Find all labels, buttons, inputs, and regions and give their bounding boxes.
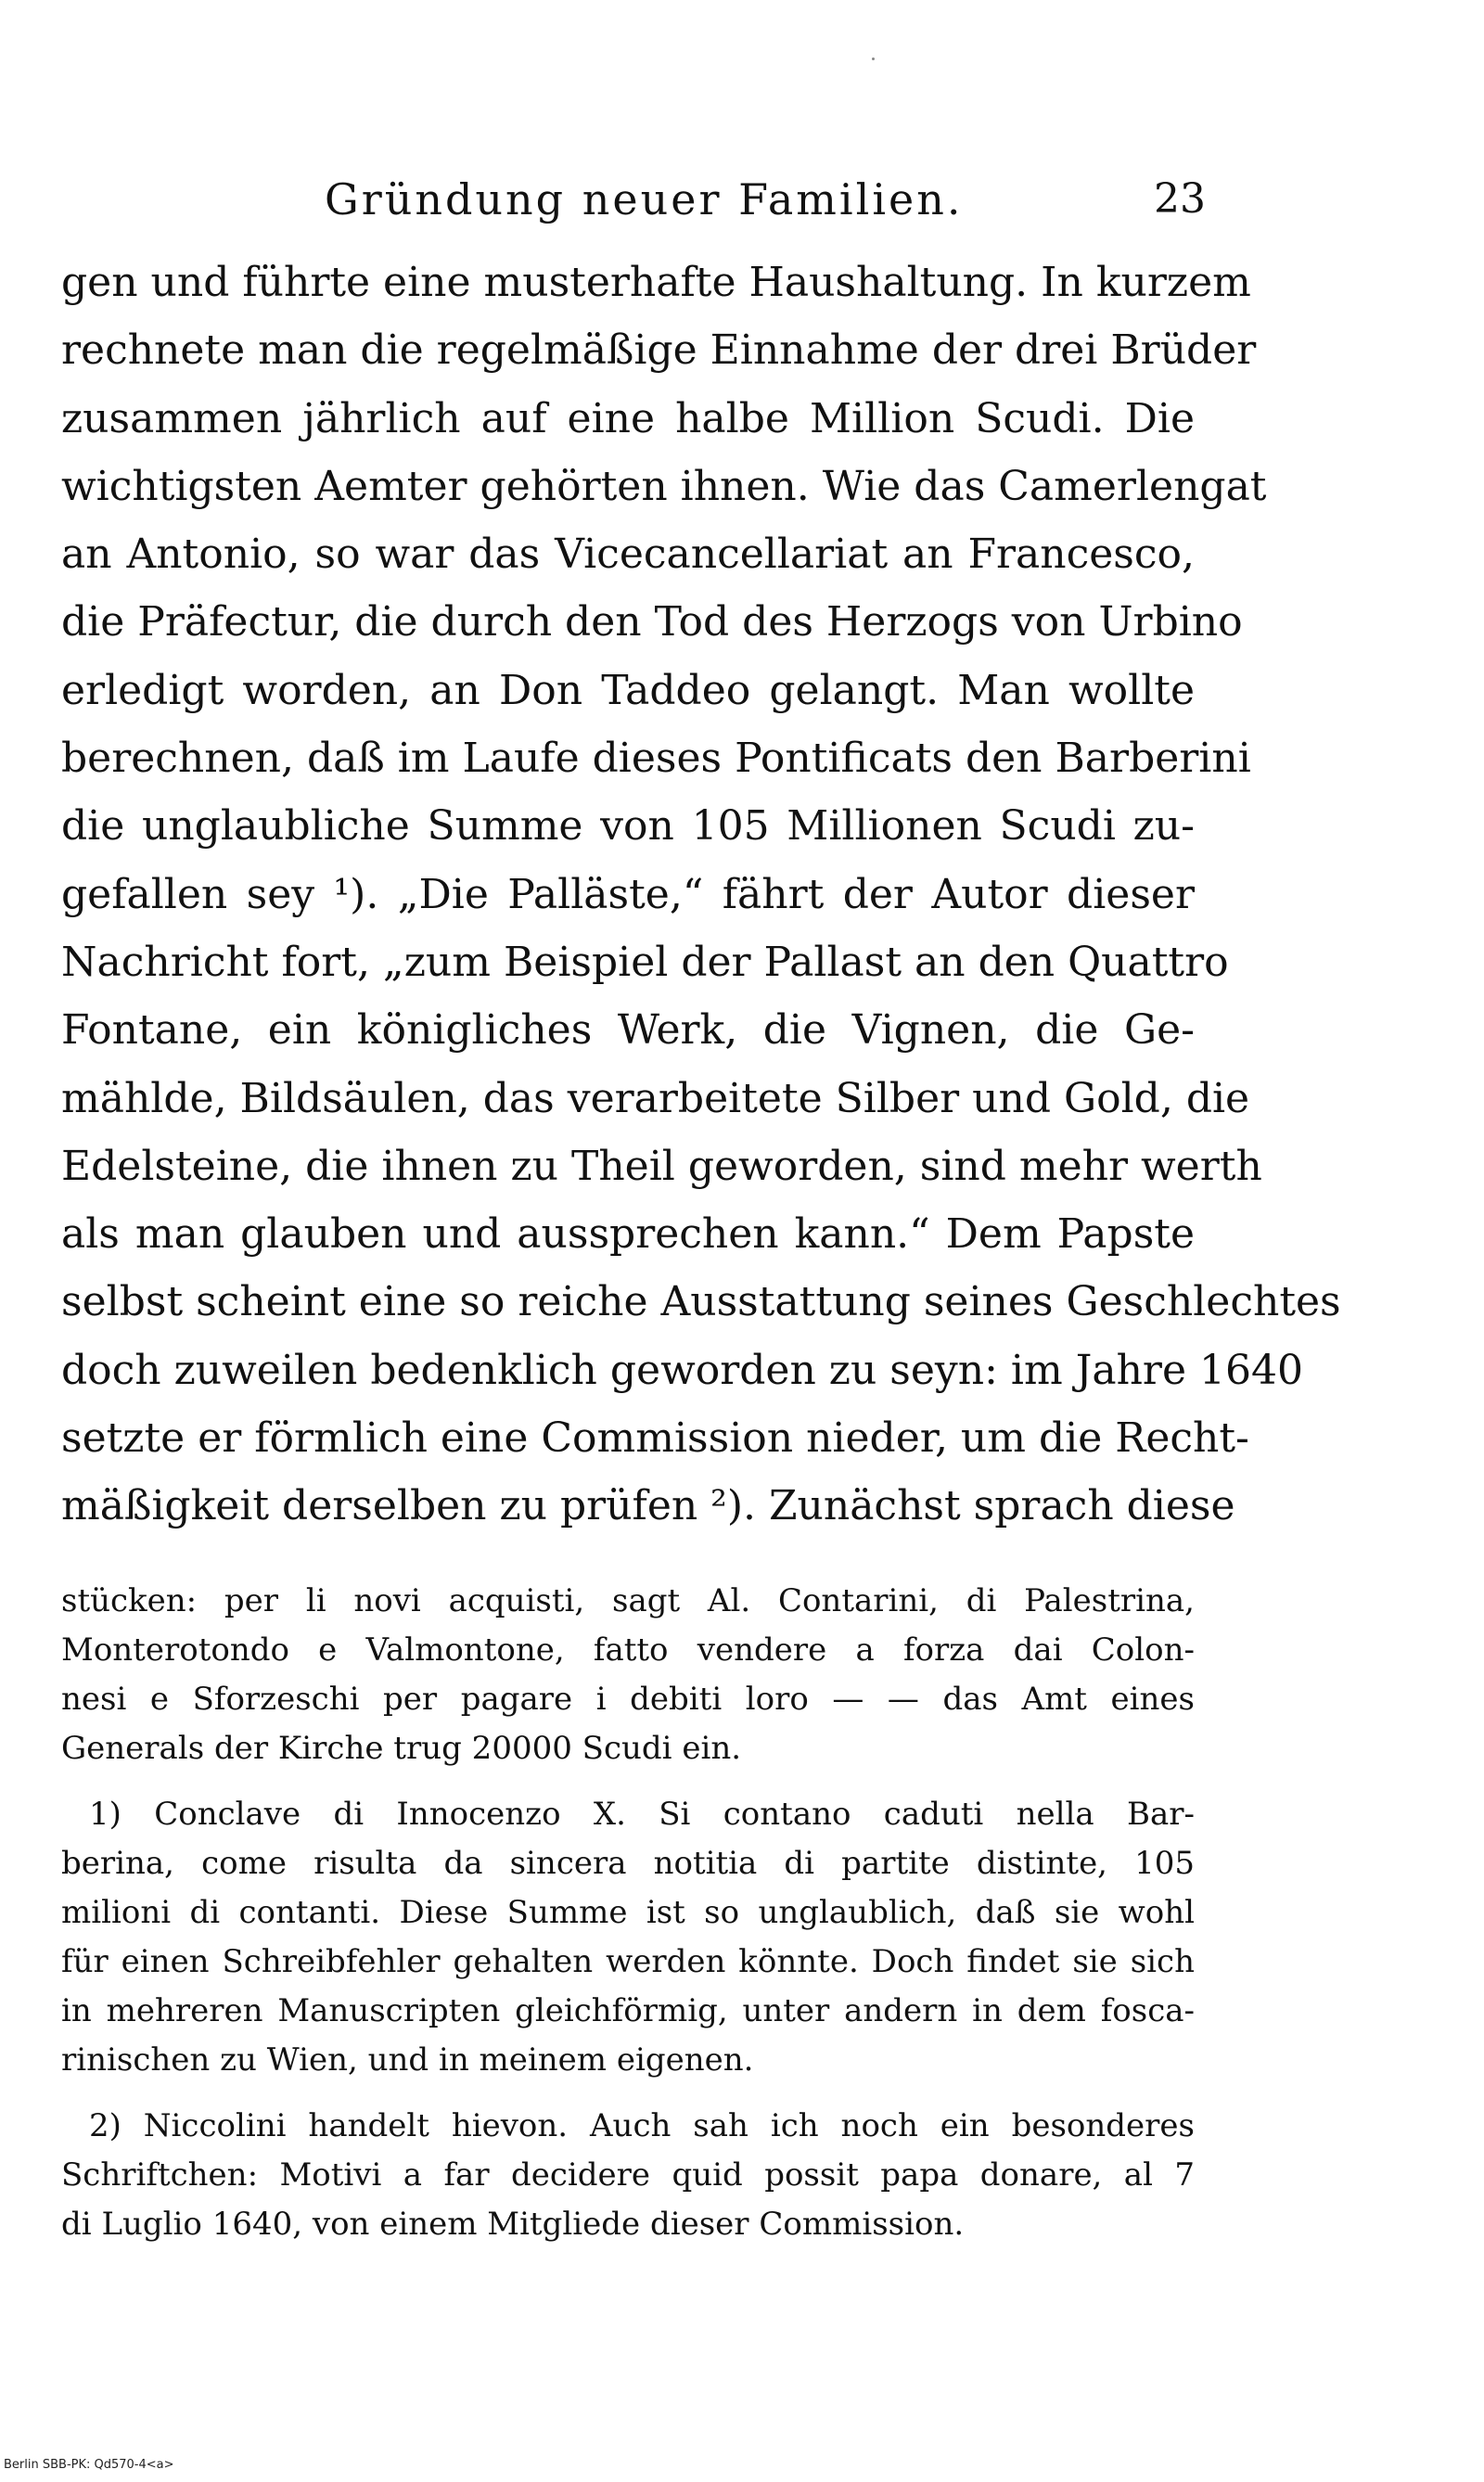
- running-header: [65, 167, 1206, 232]
- footnote-continuation: [61, 1577, 1195, 1773]
- running-title: Gründung neuer Familien.: [325, 174, 964, 224]
- footnote-line: für einen Schreibfehler gehalten werden könnte. Doch findet sie sich: [61, 1943, 1195, 1980]
- text-line: Fontane, ein königliches Werk, die Vignen, die Ge-: [61, 1006, 1195, 1055]
- text-line: erledigt worden, an Don Taddeo gelangt. Man wollte: [61, 666, 1195, 714]
- text-line: gen und führte eine musterhafte Haushaltung. In kurzem: [61, 259, 1251, 306]
- text-line: die unglaubliche Summe von 105 Millionen Scudi zu-: [61, 802, 1195, 851]
- text-line: Nachricht fort, „zum Beispiel der Pallast an den Quattro: [61, 938, 1229, 986]
- footnote-line: 2) Niccolini handelt hievon. Auch sah ich noch ein besonderes: [89, 2107, 1195, 2144]
- footnote-line: di Luglio 1640, von einem Mitgliede dieser Commission.: [61, 2206, 965, 2243]
- footnote-spacer: [61, 2085, 1195, 2102]
- speck-mark: [872, 58, 875, 60]
- text-line: mäßigkeit derselben zu prüfen ²). Zunächst sprach diese: [61, 1482, 1235, 1530]
- text-line: wichtigsten Aemter gehörten ihnen. Wie das Camerlengat: [61, 462, 1267, 510]
- text-line: selbst scheint eine so reiche Ausstattung seines Geschlechtes: [61, 1278, 1341, 1326]
- text-line: zusammen jährlich auf eine halbe Million Scudi. Die: [61, 394, 1195, 442]
- text-line: an Antonio, so war das Vicecancellariat an Francesco,: [61, 531, 1195, 579]
- text-line: die Präfectur, die durch den Tod des Herzogs von Urbino: [61, 598, 1243, 646]
- footnote-spacer: [61, 1773, 1195, 1790]
- text-line: als man glauben und aussprechen kann.“ Dem Papste: [61, 1210, 1195, 1259]
- footnote-line: stücken: per li novi acquisti, sagt Al. Contarini, di Palestrina,: [61, 1582, 1195, 1619]
- footnote-line: nesi e Sforzeschi per pagare i debiti loro — — das Amt eines: [61, 1681, 1195, 1718]
- footnote-line: in mehreren Manuscripten gleichförmig, unter andern in dem fosca-: [61, 1992, 1195, 2029]
- main-text-block: [61, 249, 1341, 1541]
- footnotes: [61, 1577, 1195, 2249]
- text-line: doch zuweilen bedenklich geworden zu seyn: im Jahre 1640: [61, 1346, 1303, 1394]
- page-number: 23: [1154, 175, 1206, 223]
- footnote-1: [61, 1790, 1195, 2085]
- footnote-line: Schriftchen: Motivi a far decidere quid possit papa donare, al 7: [61, 2156, 1195, 2194]
- text-line: gefallen sey ¹). „Die Palläste,“ fährt der Autor dieser: [61, 870, 1195, 918]
- footnote-line: berina, come risulta da sincera notitia di partite distinte, 105: [61, 1845, 1195, 1882]
- footnote-line: rinischen zu Wien, und in meinem eigenen.: [61, 2041, 754, 2079]
- footnote-line: milioni di contanti. Diese Summe ist so unglaublich, daß sie wohl: [61, 1894, 1195, 1931]
- text-line: Edelsteine, die ihnen zu Theil geworden, sind mehr werth: [61, 1142, 1262, 1190]
- text-line: rechnete man die regelmäßige Einnahme der drei Brüder: [61, 326, 1257, 375]
- library-stamp: Berlin SBB-PK: Qd570-4<a>: [4, 2458, 174, 2472]
- footnote-line: Generals der Kirche trug 20000 Scudi ein.: [61, 1730, 742, 1767]
- text-line: mählde, Bildsäulen, das verarbeitete Silber und Gold, die: [61, 1074, 1250, 1122]
- footnote-line: Monterotondo e Valmontone, fatto vendere a forza dai Colon-: [61, 1631, 1195, 1669]
- footnote-line: 1) Conclave di Innocenzo X. Si contano caduti nella Bar-: [89, 1796, 1195, 1833]
- text-line: berechnen, daß im Laufe dieses Pontificats den Barberini: [61, 735, 1251, 783]
- footnote-2: [61, 2102, 1195, 2249]
- text-line: setzte er förmlich eine Commission nieder, um die Recht-: [61, 1414, 1249, 1463]
